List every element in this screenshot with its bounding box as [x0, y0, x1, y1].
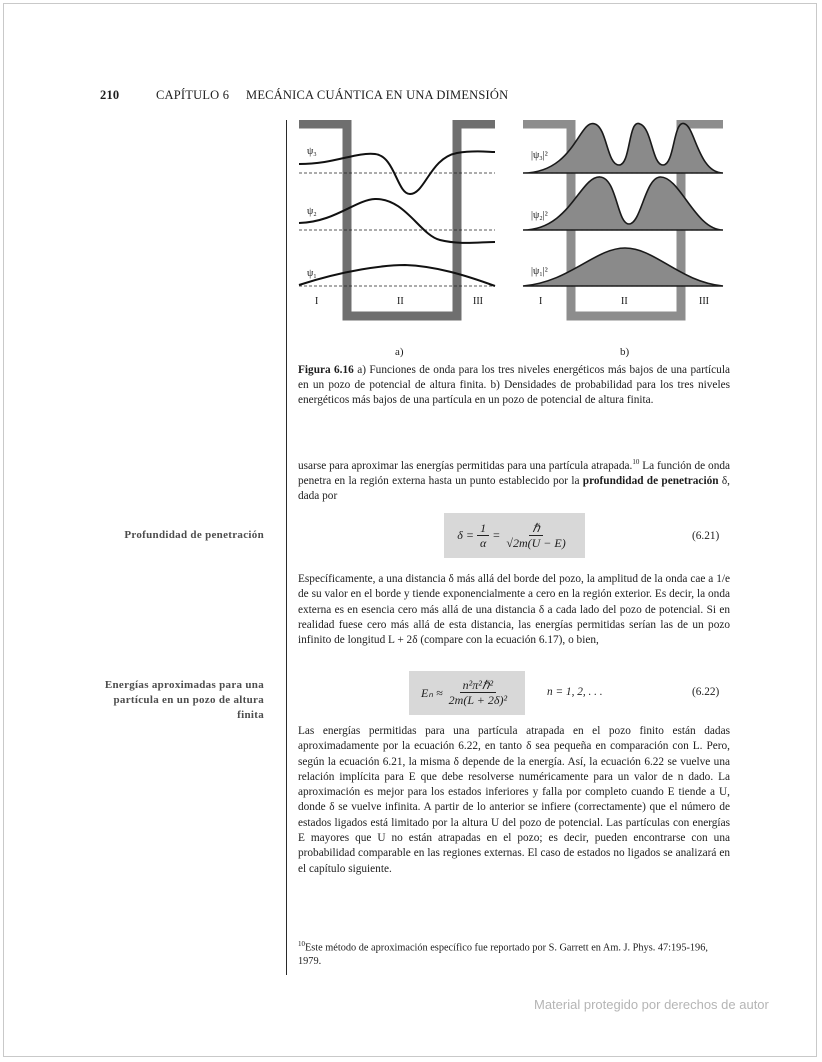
- figure-6-16: [295, 120, 731, 365]
- margin-note-penetration-depth: Profundidad de penetración: [124, 529, 264, 541]
- running-header: [100, 88, 508, 103]
- equation-number-6-22: (6.22): [692, 686, 720, 698]
- eq2-den: 2m(L + 2δ)²: [448, 693, 508, 707]
- region-i-label-b: I: [539, 296, 543, 307]
- psi1-density-label: |ψ₁|²: [531, 266, 548, 277]
- region-ii-label: II: [397, 296, 404, 307]
- page-number: 210: [100, 88, 120, 102]
- eq1-frac1-den: α: [479, 535, 487, 550]
- footnote: [298, 938, 730, 968]
- psi3-label: ψ₃: [307, 146, 317, 157]
- paragraph-1-mid: La función de onda penetra en la región externa hasta un punto establecido por la: [298, 459, 731, 488]
- psi2-density-label: |ψ₂|²: [531, 210, 548, 221]
- eq1-frac1: [477, 521, 489, 551]
- eq1-frac1-num: 1: [477, 521, 489, 536]
- psi2-label: ψ₂: [307, 206, 317, 217]
- eq2-frac: [446, 678, 510, 708]
- footnote-number: 10: [298, 940, 305, 948]
- eq1-lhs: δ =: [457, 528, 474, 542]
- eq2-lhs: Eₙ ≈: [420, 685, 443, 700]
- panel-a-well: [299, 124, 499, 320]
- panel-a-label: a): [395, 346, 404, 358]
- footnote-ref[interactable]: 10: [632, 458, 640, 466]
- equation-6-21: [444, 513, 585, 558]
- chapter-label: CAPÍTULO 6: [156, 88, 230, 102]
- equation-6-22-condition: n = 1, 2, . . .: [547, 686, 603, 698]
- paragraph-1-end: δ, dada por: [298, 475, 730, 503]
- chapter-title: MECÁNICA CUÁNTICA EN UNA DIMENSIÓN: [246, 88, 509, 102]
- copyright-watermark: Material protegido por derechos de autor: [534, 997, 769, 1012]
- eq1-frac2: [503, 521, 568, 551]
- panel-b-label: b): [620, 346, 630, 358]
- figure-6-16-diagram: [295, 120, 731, 360]
- eq2-num: n²π²ℏ²: [460, 678, 496, 693]
- equation-6-22: [409, 671, 525, 715]
- footnote-text: Este método de aproximación específico fue reportado por S. Garrett en Am. J. Phys. 47:195-196, 1979.: [298, 942, 708, 967]
- paragraph-3: Las energías permitidas para una partícula atrapada en el pozo finito están dadas aproximadamente por la ecuación 6.22, en tanto δ sea pequeña en comparación con L. Pero, según la ecuación 6.21, la misma δ depende de la energía. Así, la ecuación 6.22 se vuelve una relación implícita para E que debe resolverse numéricamente para un valor de n dado. La aproximación es mejor para los estados inferiores y falla por completo cuando E tiende a U, donde δ se vuelve infinita. A partir de lo anterior se infiere (correctamente) que el número de estados ligados está limitado por la altura U del pozo de potencial. Las partículas con energías E mayores que U no están atrapadas en el pozo; es decir, pueden encontrarse con una probabilidad comparable en las regiones externas. El caso de estados no ligados se analizará en el capítulo siguiente.: [298, 725, 730, 875]
- region-iii-label: III: [473, 296, 483, 307]
- psi1-label: ψ₁: [307, 268, 317, 279]
- figure-caption-label: Figura 6.16: [298, 364, 354, 376]
- figure-caption-text: a) Funciones de onda para los tres niveles energéticos más bajos de una partícula en un pozo de potencial de altura finita. b) Densidades de probabilidad para los tres niveles energéticos más bajos de una partícula en un pozo de potencial de altura finita.: [298, 364, 730, 407]
- equation-number-6-21: (6.21): [692, 530, 720, 542]
- paragraph-2: Específicamente, a una distancia δ más allá del borde del pozo, la amplitud de la onda cae a 1/e de su valor en el borde y tiende exponencialmente a cero en la región exterior. Es decir, la onda externa es en esencia cero más allá de una distancia δ a cada lado del pozo de potencial. Si en realidad fuese cero más allá de esta distancia, las energías permitidas serían las de un pozo infinito de longitud L + 2δ (compare con la ecuación 6.17), o bien,: [298, 573, 730, 647]
- paragraph-1-start: usarse para aproximar las energías permitidas para una partícula atrapada.: [298, 459, 633, 472]
- region-iii-label-b: III: [699, 296, 709, 307]
- paragraph-1: [298, 455, 730, 505]
- margin-note-approx-energies: Energías aproximadas para una partícula en un pozo de altura finita: [104, 679, 264, 721]
- region-i-label: I: [315, 296, 319, 307]
- column-divider: [286, 120, 287, 975]
- eq1-equals: =: [492, 528, 501, 542]
- figure-caption: [298, 363, 730, 409]
- term-penetration-depth: profundidad de penetración: [582, 475, 719, 488]
- region-ii-label-b: II: [621, 296, 628, 307]
- eq1-frac2-num: ℏ: [529, 521, 543, 536]
- psi3-density-label: |ψ₃|²: [531, 150, 548, 161]
- eq1-frac2-den: √2m(U − E): [506, 535, 566, 550]
